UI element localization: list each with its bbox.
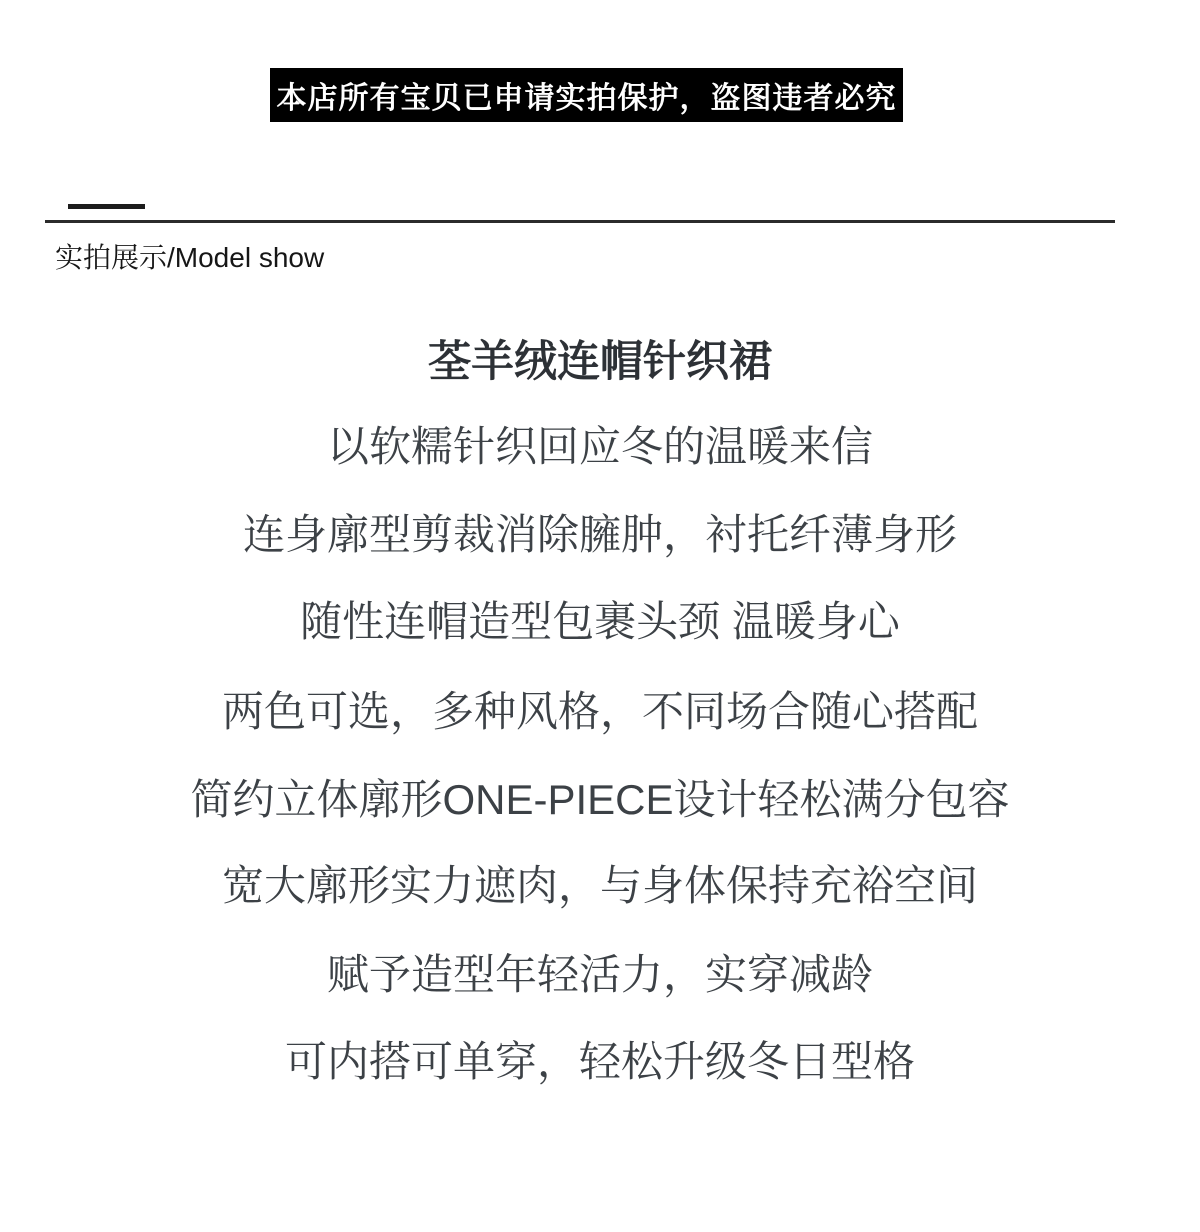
description-line: 随性连帽造型包裹头颈 温暖身心 [300, 598, 900, 645]
description-line: 宽大廓形实力遮肉，与身体保持充裕空间 [221, 862, 978, 909]
section-label: 实拍展示/Model show [55, 242, 325, 273]
description-line: 以软糯针织回应冬的温暖来信 [326, 423, 873, 470]
product-title: 荃羊绒连帽针织裙 [428, 338, 772, 386]
anti-theft-banner [270, 68, 903, 122]
description-line: 两色可选，多种风格，不同场合随心搭配 [221, 688, 978, 735]
anti-theft-banner-text: 本店所有宝贝已申请实拍保护，盗图违者必究 [276, 82, 897, 115]
description-line: 简约立体廓形ONE-PIECE设计轻松满分包容 [190, 776, 1010, 823]
accent-line [68, 204, 145, 209]
description-line: 可内搭可单穿，轻松升级冬日型格 [284, 1038, 915, 1085]
section-divider [45, 220, 1115, 223]
description-line: 赋予造型年轻活力，实穿减龄 [326, 951, 873, 998]
description-line: 连身廓型剪裁消除臃肿，衬托纤薄身形 [242, 511, 957, 558]
